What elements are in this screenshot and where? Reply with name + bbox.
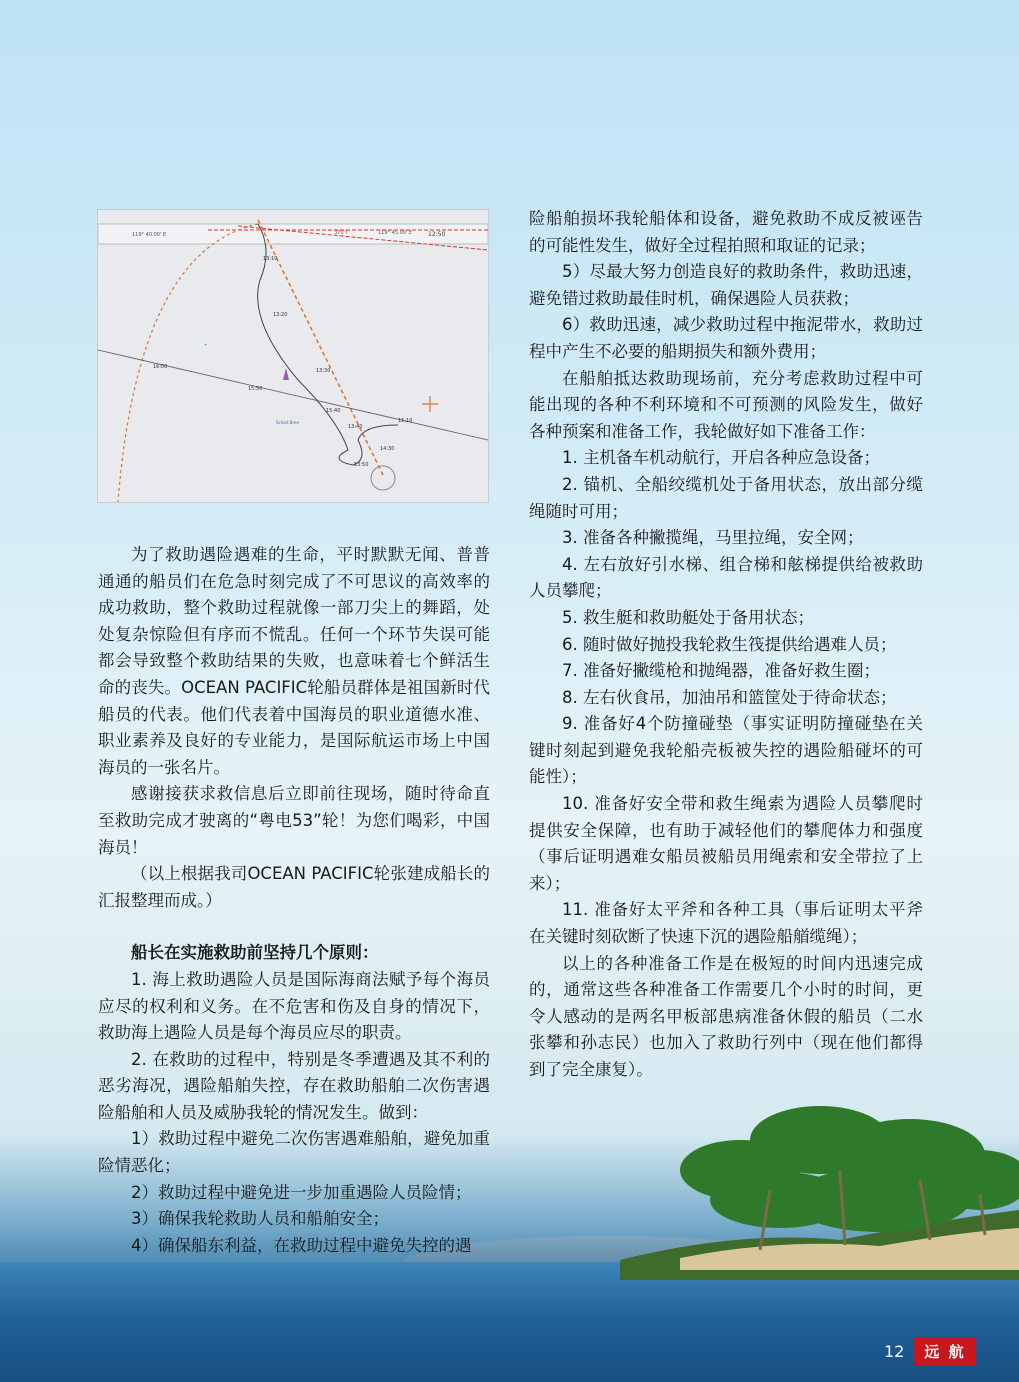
prep-item: 1. 主机备车机动航行，开启各种应急设备； [562,448,880,468]
paragraph: 感谢接获求救信息后立即前往现场，随时待命直至救助完成才驶离的“粤电53”轮！为您们喝彩，中国海员！ [98,784,490,857]
paragraph: （以上根据我司OCEAN PACIFIC轮张建成船长的汇报整理而成。） [98,864,490,910]
prep-item: 5. 救生艇和救助艇处于备用状态； [562,607,814,627]
magazine-brand-logo: 远 航 [914,1337,975,1366]
principle-item: 2）救助过程中避免进一步加重遇险人员险情； [131,1182,472,1202]
time-label-1430: 14:30 [380,446,395,452]
right-text-column [529,206,923,1084]
principle-item: 5）尽最大努力创造良好的救助条件，救助迅速，避免错过救助最佳时机，确保遇险人员获救； [529,262,923,308]
lon-left-label: 119° 40.00' E [132,232,167,238]
prep-item: 11. 准备好太平斧和各种工具（事后证明太平斧在关键时刻砍断了快速下沉的遇险船艏缆绳）； [529,900,923,947]
prep-item: 4. 左右放好引水梯、组合梯和舷梯提供给被救助人员攀爬； [529,554,923,601]
time-label-1330: 13:30 [316,368,331,374]
section-heading: 船长在实施救助前坚持几个原则： [131,943,379,963]
palm-island-image [620,1100,1019,1280]
time-label-1600: 16:00 [153,364,168,370]
paragraph-continuation: 险船舶损坏我轮船体和设备，避免救助不成反被诬告的可能性发生，做好全过程拍照和取证的记录； [529,209,923,255]
time-label-1310: 13:10 [263,256,278,262]
time-label-1250: 12:50 [428,231,446,238]
range-mark-label: 370 T [334,230,349,236]
prep-item: 3. 准备各种撇揽绳，马里拉绳，安全网； [562,528,864,548]
radar-track-photo [97,209,489,503]
page-number: 12 [884,1341,905,1361]
principle-item: 6）救助迅速，减少救助过程中拖泥带水，救助过程中产生不必要的船期损失和额外费用； [529,315,923,361]
principle-item: 4）确保船东利益，在救助过程中避免失控的遇 [131,1235,472,1255]
time-label-1550: 15:50 [248,386,263,392]
prep-item: 6. 随时做好抛投我轮救生筏提供给遇难人员； [562,634,897,654]
sea-background [0,1262,1019,1382]
lon-right-label: 119° 45.00' E [378,230,413,236]
time-label-1340: 13:40 [348,424,363,430]
time-label-1350: 13:50 [354,462,369,468]
paragraph: 为了救助遇险遇难的生命，平时默默无闻、普普通通的船员们在危急时刻完成了不可思议的高效率的成功救助，整个救助过程就像一部刀尖上的舞蹈，处处复杂惊险但有序而不慌乱。任何一个环节失误可能都会导致整个救助结果的失败，也意味着七个鲜活生命的丧失。OCEAN PACIFIC轮船员群体是祖国新时代船员的代表。他们代表着中国海员的职业道德水准、职业素养及良好的专业能力，是国际航运市场上中国海员的一张名片。 [98,545,490,777]
principle-item: 2. 在救助的过程中，特别是冬季遭遇及其不利的恶劣海况，遇险船舶失控，存在救助船舶二次伤害遇险船舶和人员及威胁我轮的情况发生。做到： [98,1049,490,1122]
svg-text:+: + [204,342,208,347]
principle-item: 1. 海上救助遇险人员是国际海商法赋予每个海员应尽的权利和义务。在不危害和伤及自身的情况下，救助海上遇险人员是每个海员应尽的职责。 [98,969,490,1043]
prep-item: 9. 准备好4个防撞碰垫（事实证明防撞碰垫在关键时刻起到避免我轮船壳板被失控的遇险船碰坏的可能性）； [529,714,923,787]
left-text-column [98,542,490,1259]
paragraph: 在船舶抵达救助现场前，充分考虑救助过程中可能出现的各种不利环境和不可预测的风险发生，做好各种预案和准备工作，我轮做好如下准备工作： [529,368,923,441]
blue-place-label: Schiet Bree [276,420,299,425]
page-footer [884,1336,976,1366]
time-label-1320: 13:20 [273,312,288,318]
radar-track-figure [98,210,488,502]
prep-item: 8. 左右伙食吊，加油吊和篮筐处于待命状态； [562,687,897,707]
principle-item: 1）救助过程中避免二次伤害遇难船舶，避免加重险情恶化； [98,1129,490,1176]
paragraph: 以上的各种准备工作是在极短的时间内迅速完成的，通常这些各种准备工作需要几个小时的时间，更令人感动的是两名甲板部患病准备休假的船员（二水张攀和孙志民）也加入了救助行列中（现在他们都得到了完全康复）。 [529,953,923,1079]
prep-item: 2. 锚机、全船绞缆机处于备用状态，放出部分缆绳随时可用； [529,474,923,521]
time-label-1540: 15:40 [326,408,341,414]
time-label-1510: 15:10 [398,418,413,424]
prep-item: 10. 准备好安全带和救生绳索为遇险人员攀爬时提供安全保障，也有助于减轻他们的攀爬体力和强度（事后证明遇难女船员被船员用绳索和安全带拉了上来）； [529,794,923,893]
principle-item: 3）确保我轮救助人员和船舶安全； [131,1209,389,1229]
prep-item: 7. 准备好撇缆枪和抛绳器，准备好救生圈； [562,661,880,681]
